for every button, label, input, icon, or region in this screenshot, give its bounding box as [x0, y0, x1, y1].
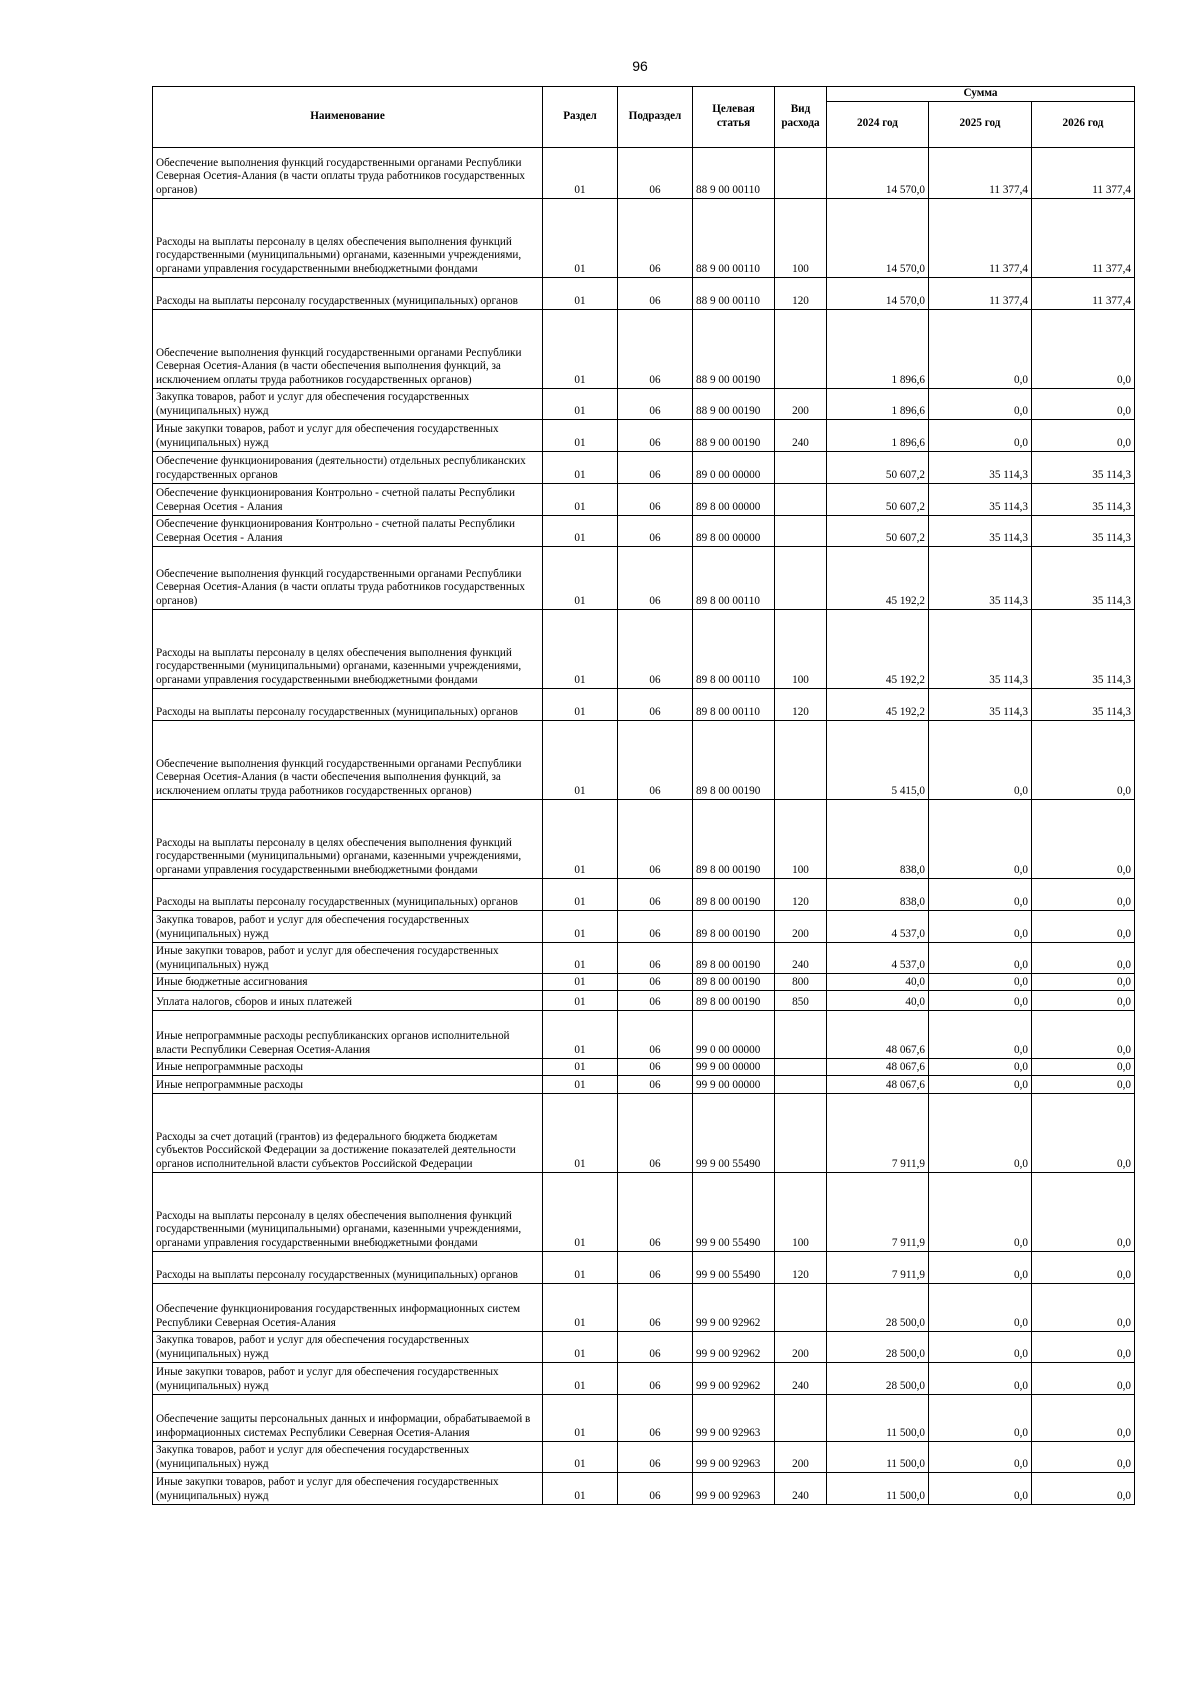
- row-subsection-cell: 06: [618, 515, 693, 546]
- row-expense-type-cell: 850: [775, 990, 827, 1010]
- row-expense-type-cell: [775, 1010, 827, 1058]
- row-target-cell: 89 8 00 00110: [693, 688, 775, 720]
- row-expense-type-cell: 240: [775, 419, 827, 451]
- row-2024-cell: 40,0: [827, 990, 929, 1010]
- row-name-cell: Расходы на выплаты персоналу в целях обеспечения выполнения функций государственными (муниципальными) органами, казенными учреждениями, органами управления государственными внебюджетными фондами: [153, 799, 543, 878]
- table-row: [153, 990, 1135, 1010]
- row-section-cell: 01: [543, 546, 618, 609]
- table-row: [153, 688, 1135, 720]
- table-row: [153, 609, 1135, 688]
- row-2026-cell: 11 377,4: [1032, 198, 1135, 277]
- row-name-cell: Расходы на выплаты персоналу государственных (муниципальных) органов: [153, 878, 543, 910]
- row-2025-cell: 0,0: [929, 1075, 1032, 1093]
- row-name-cell: Закупка товаров, работ и услуг для обеспечения государственных (муниципальных) нужд: [153, 1331, 543, 1362]
- row-2024-cell: 45 192,2: [827, 609, 929, 688]
- row-expense-type-cell: 240: [775, 1362, 827, 1394]
- table-row: [153, 1251, 1135, 1283]
- row-subsection-cell: 06: [618, 1441, 693, 1472]
- row-subsection-cell: 06: [618, 419, 693, 451]
- row-section-cell: 01: [543, 973, 618, 990]
- row-2025-cell: 11 377,4: [929, 147, 1032, 198]
- table-row: [153, 1441, 1135, 1472]
- row-expense-type-cell: 200: [775, 1441, 827, 1472]
- row-target-cell: 99 9 00 92963: [693, 1472, 775, 1504]
- table-row: [153, 546, 1135, 609]
- row-target-cell: 89 8 00 00000: [693, 515, 775, 546]
- row-section-cell: 01: [543, 1394, 618, 1441]
- row-2025-cell: 0,0: [929, 1010, 1032, 1058]
- row-2024-cell: 11 500,0: [827, 1441, 929, 1472]
- row-2025-cell: 0,0: [929, 1441, 1032, 1472]
- row-2026-cell: 0,0: [1032, 1283, 1135, 1331]
- row-2024-cell: 40,0: [827, 973, 929, 990]
- row-expense-type-cell: [775, 515, 827, 546]
- row-target-cell: 89 8 00 00190: [693, 942, 775, 973]
- row-2026-cell: 11 377,4: [1032, 147, 1135, 198]
- row-2025-cell: 0,0: [929, 973, 1032, 990]
- row-2024-cell: 7 911,9: [827, 1251, 929, 1283]
- row-subsection-cell: 06: [618, 720, 693, 799]
- row-expense-type-cell: [775, 1283, 827, 1331]
- row-2026-cell: 0,0: [1032, 942, 1135, 973]
- row-2026-cell: 0,0: [1032, 388, 1135, 419]
- row-2025-cell: 0,0: [929, 1251, 1032, 1283]
- row-section-cell: 01: [543, 1441, 618, 1472]
- row-section-cell: 01: [543, 515, 618, 546]
- row-2026-cell: 35 114,3: [1032, 609, 1135, 688]
- row-expense-type-cell: 120: [775, 1251, 827, 1283]
- row-2026-cell: 0,0: [1032, 1362, 1135, 1394]
- row-subsection-cell: 06: [618, 147, 693, 198]
- table-row: [153, 277, 1135, 309]
- row-subsection-cell: 06: [618, 1251, 693, 1283]
- row-section-cell: 01: [543, 990, 618, 1010]
- table-row: [153, 1283, 1135, 1331]
- row-2024-cell: 4 537,0: [827, 910, 929, 942]
- row-2024-cell: 4 537,0: [827, 942, 929, 973]
- row-section-cell: 01: [543, 1075, 618, 1093]
- row-2024-cell: 50 607,2: [827, 515, 929, 546]
- row-subsection-cell: 06: [618, 942, 693, 973]
- row-name-cell: Закупка товаров, работ и услуг для обеспечения государственных (муниципальных) нужд: [153, 388, 543, 419]
- row-expense-type-cell: 100: [775, 1172, 827, 1251]
- row-2025-cell: 0,0: [929, 309, 1032, 388]
- row-subsection-cell: 06: [618, 609, 693, 688]
- row-name-cell: Обеспечение выполнения функций государственными органами Республики Северная Осетия-Алания (в части обеспечения выполнения функций, за исключением оплаты труда работников государственных органов): [153, 720, 543, 799]
- row-2025-cell: 0,0: [929, 1172, 1032, 1251]
- row-2025-cell: 35 114,3: [929, 688, 1032, 720]
- row-name-cell: Иные закупки товаров, работ и услуг для обеспечения государственных (муниципальных) нужд: [153, 419, 543, 451]
- row-subsection-cell: 06: [618, 1010, 693, 1058]
- row-2024-cell: 28 500,0: [827, 1362, 929, 1394]
- row-subsection-cell: 06: [618, 483, 693, 515]
- row-2025-cell: 0,0: [929, 990, 1032, 1010]
- row-subsection-cell: 06: [618, 910, 693, 942]
- row-name-cell: Обеспечение функционирования (деятельности) отдельных республиканских государственных органов: [153, 451, 543, 483]
- row-expense-type-cell: [775, 720, 827, 799]
- header-2025: 2025 год: [929, 101, 1032, 147]
- row-subsection-cell: 06: [618, 1093, 693, 1172]
- row-target-cell: 99 9 00 92962: [693, 1331, 775, 1362]
- row-2025-cell: 35 114,3: [929, 546, 1032, 609]
- row-name-cell: Иные непрограммные расходы: [153, 1058, 543, 1075]
- row-section-cell: 01: [543, 799, 618, 878]
- row-expense-type-cell: [775, 309, 827, 388]
- header-expense-type: Вид расхода: [775, 87, 827, 148]
- row-2026-cell: 0,0: [1032, 878, 1135, 910]
- row-section-cell: 01: [543, 198, 618, 277]
- row-2026-cell: 0,0: [1032, 1251, 1135, 1283]
- row-subsection-cell: 06: [618, 1172, 693, 1251]
- row-target-cell: 89 8 00 00190: [693, 799, 775, 878]
- row-section-cell: 01: [543, 147, 618, 198]
- row-name-cell: Расходы на выплаты персоналу государственных (муниципальных) органов: [153, 277, 543, 309]
- row-2026-cell: 0,0: [1032, 799, 1135, 878]
- row-2024-cell: 1 896,6: [827, 388, 929, 419]
- row-name-cell: Уплата налогов, сборов и иных платежей: [153, 990, 543, 1010]
- row-2025-cell: 0,0: [929, 910, 1032, 942]
- row-subsection-cell: 06: [618, 990, 693, 1010]
- row-2024-cell: 45 192,2: [827, 688, 929, 720]
- row-2025-cell: 0,0: [929, 1058, 1032, 1075]
- row-2024-cell: 14 570,0: [827, 277, 929, 309]
- row-target-cell: 99 9 00 55490: [693, 1093, 775, 1172]
- row-subsection-cell: 06: [618, 546, 693, 609]
- table-row: [153, 1331, 1135, 1362]
- row-2025-cell: 0,0: [929, 1331, 1032, 1362]
- row-2026-cell: 0,0: [1032, 1441, 1135, 1472]
- header-target: Целевая статья: [693, 87, 775, 148]
- row-2024-cell: 28 500,0: [827, 1331, 929, 1362]
- row-name-cell: Расходы на выплаты персоналу в целях обеспечения выполнения функций государственными (муниципальными) органами, казенными учреждениями, органами управления государственными внебюджетными фондами: [153, 609, 543, 688]
- table-row: [153, 198, 1135, 277]
- row-2026-cell: 0,0: [1032, 910, 1135, 942]
- table-row: [153, 309, 1135, 388]
- row-expense-type-cell: 240: [775, 1472, 827, 1504]
- row-target-cell: 99 9 00 00000: [693, 1058, 775, 1075]
- table-row: [153, 910, 1135, 942]
- row-2024-cell: 11 500,0: [827, 1472, 929, 1504]
- header-2026: 2026 год: [1032, 101, 1135, 147]
- row-subsection-cell: 06: [618, 878, 693, 910]
- row-target-cell: 99 9 00 55490: [693, 1172, 775, 1251]
- row-2024-cell: 45 192,2: [827, 546, 929, 609]
- row-section-cell: 01: [543, 1093, 618, 1172]
- row-target-cell: 99 9 00 92962: [693, 1283, 775, 1331]
- row-target-cell: 89 8 00 00110: [693, 546, 775, 609]
- row-target-cell: 88 9 00 00190: [693, 388, 775, 419]
- row-target-cell: 99 9 00 92962: [693, 1362, 775, 1394]
- row-name-cell: Обеспечение функционирования государственных информационных систем Республики Северная Осетия-Алания: [153, 1283, 543, 1331]
- row-2024-cell: 11 500,0: [827, 1394, 929, 1441]
- row-subsection-cell: 06: [618, 1472, 693, 1504]
- row-section-cell: 01: [543, 1251, 618, 1283]
- row-section-cell: 01: [543, 1172, 618, 1251]
- row-name-cell: Обеспечение функционирования Контрольно - счетной палаты Республики Северная Осетия - Алания: [153, 483, 543, 515]
- row-2025-cell: 0,0: [929, 1093, 1032, 1172]
- row-name-cell: Расходы на выплаты персоналу государственных (муниципальных) органов: [153, 1251, 543, 1283]
- row-2025-cell: 0,0: [929, 419, 1032, 451]
- row-expense-type-cell: 240: [775, 942, 827, 973]
- row-name-cell: Иные бюджетные ассигнования: [153, 973, 543, 990]
- row-expense-type-cell: 100: [775, 198, 827, 277]
- row-expense-type-cell: 120: [775, 688, 827, 720]
- row-2025-cell: 0,0: [929, 1283, 1032, 1331]
- row-2025-cell: 35 114,3: [929, 515, 1032, 546]
- table-row: [153, 419, 1135, 451]
- row-2026-cell: 11 377,4: [1032, 277, 1135, 309]
- table-row: [153, 1362, 1135, 1394]
- row-2024-cell: 48 067,6: [827, 1075, 929, 1093]
- row-section-cell: 01: [543, 1472, 618, 1504]
- row-target-cell: 89 8 00 00190: [693, 878, 775, 910]
- row-subsection-cell: 06: [618, 1283, 693, 1331]
- row-target-cell: 89 8 00 00190: [693, 973, 775, 990]
- row-2025-cell: 0,0: [929, 878, 1032, 910]
- row-target-cell: 89 8 00 00110: [693, 609, 775, 688]
- row-target-cell: 88 9 00 00190: [693, 309, 775, 388]
- row-2025-cell: 0,0: [929, 1394, 1032, 1441]
- row-name-cell: Закупка товаров, работ и услуг для обеспечения государственных (муниципальных) нужд: [153, 910, 543, 942]
- row-expense-type-cell: [775, 147, 827, 198]
- table-row: [153, 1093, 1135, 1172]
- row-name-cell: Обеспечение функционирования Контрольно - счетной палаты Республики Северная Осетия - Алания: [153, 515, 543, 546]
- row-target-cell: 88 9 00 00110: [693, 147, 775, 198]
- row-section-cell: 01: [543, 942, 618, 973]
- row-2025-cell: 35 114,3: [929, 451, 1032, 483]
- row-2025-cell: 0,0: [929, 720, 1032, 799]
- row-section-cell: 01: [543, 910, 618, 942]
- row-target-cell: 88 9 00 00110: [693, 198, 775, 277]
- table-row: [153, 1394, 1135, 1441]
- table-body: [153, 147, 1135, 1504]
- table-row: [153, 1472, 1135, 1504]
- row-expense-type-cell: [775, 1394, 827, 1441]
- header-subsection: Подраздел: [618, 87, 693, 148]
- row-expense-type-cell: [775, 1093, 827, 1172]
- row-name-cell: Иные закупки товаров, работ и услуг для обеспечения государственных (муниципальных) нужд: [153, 942, 543, 973]
- row-expense-type-cell: 100: [775, 609, 827, 688]
- row-2024-cell: 838,0: [827, 878, 929, 910]
- row-2024-cell: 50 607,2: [827, 483, 929, 515]
- table-row: [153, 1172, 1135, 1251]
- table-row: [153, 799, 1135, 878]
- row-2026-cell: 0,0: [1032, 973, 1135, 990]
- row-2026-cell: 0,0: [1032, 1058, 1135, 1075]
- row-expense-type-cell: [775, 546, 827, 609]
- row-2025-cell: 0,0: [929, 1472, 1032, 1504]
- budget-table: [152, 86, 1135, 1505]
- row-subsection-cell: 06: [618, 688, 693, 720]
- row-2024-cell: 1 896,6: [827, 309, 929, 388]
- row-subsection-cell: 06: [618, 1362, 693, 1394]
- row-name-cell: Иные непрограммные расходы: [153, 1075, 543, 1093]
- row-target-cell: 99 9 00 55490: [693, 1251, 775, 1283]
- row-expense-type-cell: 200: [775, 388, 827, 419]
- row-section-cell: 01: [543, 1010, 618, 1058]
- row-subsection-cell: 06: [618, 1331, 693, 1362]
- row-2025-cell: 0,0: [929, 388, 1032, 419]
- row-2025-cell: 0,0: [929, 799, 1032, 878]
- row-2026-cell: 0,0: [1032, 309, 1135, 388]
- row-expense-type-cell: 200: [775, 910, 827, 942]
- row-2026-cell: 0,0: [1032, 419, 1135, 451]
- row-2026-cell: 0,0: [1032, 1331, 1135, 1362]
- row-2026-cell: 0,0: [1032, 1172, 1135, 1251]
- row-2026-cell: 35 114,3: [1032, 688, 1135, 720]
- row-section-cell: 01: [543, 1362, 618, 1394]
- row-target-cell: 89 0 00 00000: [693, 451, 775, 483]
- row-target-cell: 89 8 00 00190: [693, 720, 775, 799]
- row-subsection-cell: 06: [618, 1394, 693, 1441]
- row-target-cell: 89 8 00 00000: [693, 483, 775, 515]
- header-sum: Сумма: [827, 87, 1135, 102]
- row-name-cell: Закупка товаров, работ и услуг для обеспечения государственных (муниципальных) нужд: [153, 1441, 543, 1472]
- row-target-cell: 88 9 00 00190: [693, 419, 775, 451]
- row-section-cell: 01: [543, 1058, 618, 1075]
- row-2025-cell: 0,0: [929, 942, 1032, 973]
- row-section-cell: 01: [543, 1331, 618, 1362]
- row-2024-cell: 28 500,0: [827, 1283, 929, 1331]
- row-name-cell: Обеспечение защиты персональных данных и информации, обрабатываемой в информационных системах Республики Северная Осетия-Алания: [153, 1394, 543, 1441]
- row-2024-cell: 14 570,0: [827, 147, 929, 198]
- row-subsection-cell: 06: [618, 973, 693, 990]
- row-subsection-cell: 06: [618, 799, 693, 878]
- table-row: [153, 720, 1135, 799]
- row-expense-type-cell: [775, 483, 827, 515]
- row-expense-type-cell: [775, 1058, 827, 1075]
- row-subsection-cell: 06: [618, 451, 693, 483]
- table-row: [153, 1075, 1135, 1093]
- row-section-cell: 01: [543, 419, 618, 451]
- row-section-cell: 01: [543, 483, 618, 515]
- row-section-cell: 01: [543, 277, 618, 309]
- row-name-cell: Обеспечение выполнения функций государственными органами Республики Северная Осетия-Алания (в части оплаты труда работников государственных органов): [153, 147, 543, 198]
- row-2024-cell: 838,0: [827, 799, 929, 878]
- row-name-cell: Иные закупки товаров, работ и услуг для обеспечения государственных (муниципальных) нужд: [153, 1362, 543, 1394]
- row-name-cell: Иные закупки товаров, работ и услуг для обеспечения государственных (муниципальных) нужд: [153, 1472, 543, 1504]
- row-subsection-cell: 06: [618, 309, 693, 388]
- header-name: Наименование: [153, 87, 543, 148]
- row-section-cell: 01: [543, 309, 618, 388]
- row-name-cell: Обеспечение выполнения функций государственными органами Республики Северная Осетия-Алания (в части обеспечения выполнения функций, за исключением оплаты труда работников государственных органов): [153, 309, 543, 388]
- row-2026-cell: 0,0: [1032, 720, 1135, 799]
- row-expense-type-cell: [775, 451, 827, 483]
- row-2026-cell: 0,0: [1032, 1010, 1135, 1058]
- row-section-cell: 01: [543, 1283, 618, 1331]
- row-target-cell: 99 9 00 00000: [693, 1075, 775, 1093]
- table-row: [153, 451, 1135, 483]
- row-section-cell: 01: [543, 451, 618, 483]
- row-target-cell: 89 8 00 00190: [693, 910, 775, 942]
- row-name-cell: Расходы за счет дотаций (грантов) из федерального бюджета бюджетам субъектов Российской Федерации за достижение показателей деятельности органов исполнительной власти субъектов Российской Федерации: [153, 1093, 543, 1172]
- row-subsection-cell: 06: [618, 388, 693, 419]
- row-name-cell: Иные непрограммные расходы республиканских органов исполнительной власти Республики Северная Осетия-Алания: [153, 1010, 543, 1058]
- row-expense-type-cell: 200: [775, 1331, 827, 1362]
- header-2024: 2024 год: [827, 101, 929, 147]
- row-2025-cell: 11 377,4: [929, 198, 1032, 277]
- row-2024-cell: 7 911,9: [827, 1093, 929, 1172]
- row-2026-cell: 35 114,3: [1032, 515, 1135, 546]
- row-2024-cell: 1 896,6: [827, 419, 929, 451]
- row-2026-cell: 35 114,3: [1032, 546, 1135, 609]
- page-number: 96: [632, 58, 648, 74]
- row-2026-cell: 0,0: [1032, 990, 1135, 1010]
- row-name-cell: Расходы на выплаты персоналу в целях обеспечения выполнения функций государственными (муниципальными) органами, казенными учреждениями, органами управления государственными внебюджетными фондами: [153, 1172, 543, 1251]
- row-target-cell: 89 8 00 00190: [693, 990, 775, 1010]
- row-2026-cell: 0,0: [1032, 1075, 1135, 1093]
- header-section: Раздел: [543, 87, 618, 148]
- table-row: [153, 1058, 1135, 1075]
- row-subsection-cell: 06: [618, 1058, 693, 1075]
- table-row: [153, 147, 1135, 198]
- row-section-cell: 01: [543, 388, 618, 419]
- row-subsection-cell: 06: [618, 198, 693, 277]
- row-subsection-cell: 06: [618, 1075, 693, 1093]
- table-row: [153, 973, 1135, 990]
- table-row: [153, 942, 1135, 973]
- row-target-cell: 88 9 00 00110: [693, 277, 775, 309]
- row-2024-cell: 5 415,0: [827, 720, 929, 799]
- row-expense-type-cell: [775, 1075, 827, 1093]
- table-header: [153, 87, 1135, 148]
- row-target-cell: 99 9 00 92963: [693, 1441, 775, 1472]
- row-name-cell: Обеспечение выполнения функций государственными органами Республики Северная Осетия-Алания (в части оплаты труда работников государственных органов): [153, 546, 543, 609]
- row-2025-cell: 35 114,3: [929, 483, 1032, 515]
- table-row: [153, 483, 1135, 515]
- row-section-cell: 01: [543, 878, 618, 910]
- row-expense-type-cell: 100: [775, 799, 827, 878]
- row-2025-cell: 35 114,3: [929, 609, 1032, 688]
- row-name-cell: Расходы на выплаты персоналу в целях обеспечения выполнения функций государственными (муниципальными) органами, казенными учреждениями, органами управления государственными внебюджетными фондами: [153, 198, 543, 277]
- row-2024-cell: 50 607,2: [827, 451, 929, 483]
- row-expense-type-cell: 120: [775, 878, 827, 910]
- row-2025-cell: 11 377,4: [929, 277, 1032, 309]
- table-row: [153, 878, 1135, 910]
- table-row: [153, 1010, 1135, 1058]
- row-2026-cell: 0,0: [1032, 1394, 1135, 1441]
- row-expense-type-cell: 120: [775, 277, 827, 309]
- row-section-cell: 01: [543, 688, 618, 720]
- row-2025-cell: 0,0: [929, 1362, 1032, 1394]
- row-section-cell: 01: [543, 609, 618, 688]
- row-2024-cell: 48 067,6: [827, 1010, 929, 1058]
- row-2024-cell: 7 911,9: [827, 1172, 929, 1251]
- row-target-cell: 99 0 00 00000: [693, 1010, 775, 1058]
- row-name-cell: Расходы на выплаты персоналу государственных (муниципальных) органов: [153, 688, 543, 720]
- row-target-cell: 99 9 00 92963: [693, 1394, 775, 1441]
- row-section-cell: 01: [543, 720, 618, 799]
- table-row: [153, 515, 1135, 546]
- row-2026-cell: 0,0: [1032, 1093, 1135, 1172]
- row-subsection-cell: 06: [618, 277, 693, 309]
- row-2026-cell: 35 114,3: [1032, 483, 1135, 515]
- row-2024-cell: 14 570,0: [827, 198, 929, 277]
- row-2026-cell: 0,0: [1032, 1472, 1135, 1504]
- row-2024-cell: 48 067,6: [827, 1058, 929, 1075]
- table-row: [153, 388, 1135, 419]
- row-2026-cell: 35 114,3: [1032, 451, 1135, 483]
- row-expense-type-cell: 800: [775, 973, 827, 990]
